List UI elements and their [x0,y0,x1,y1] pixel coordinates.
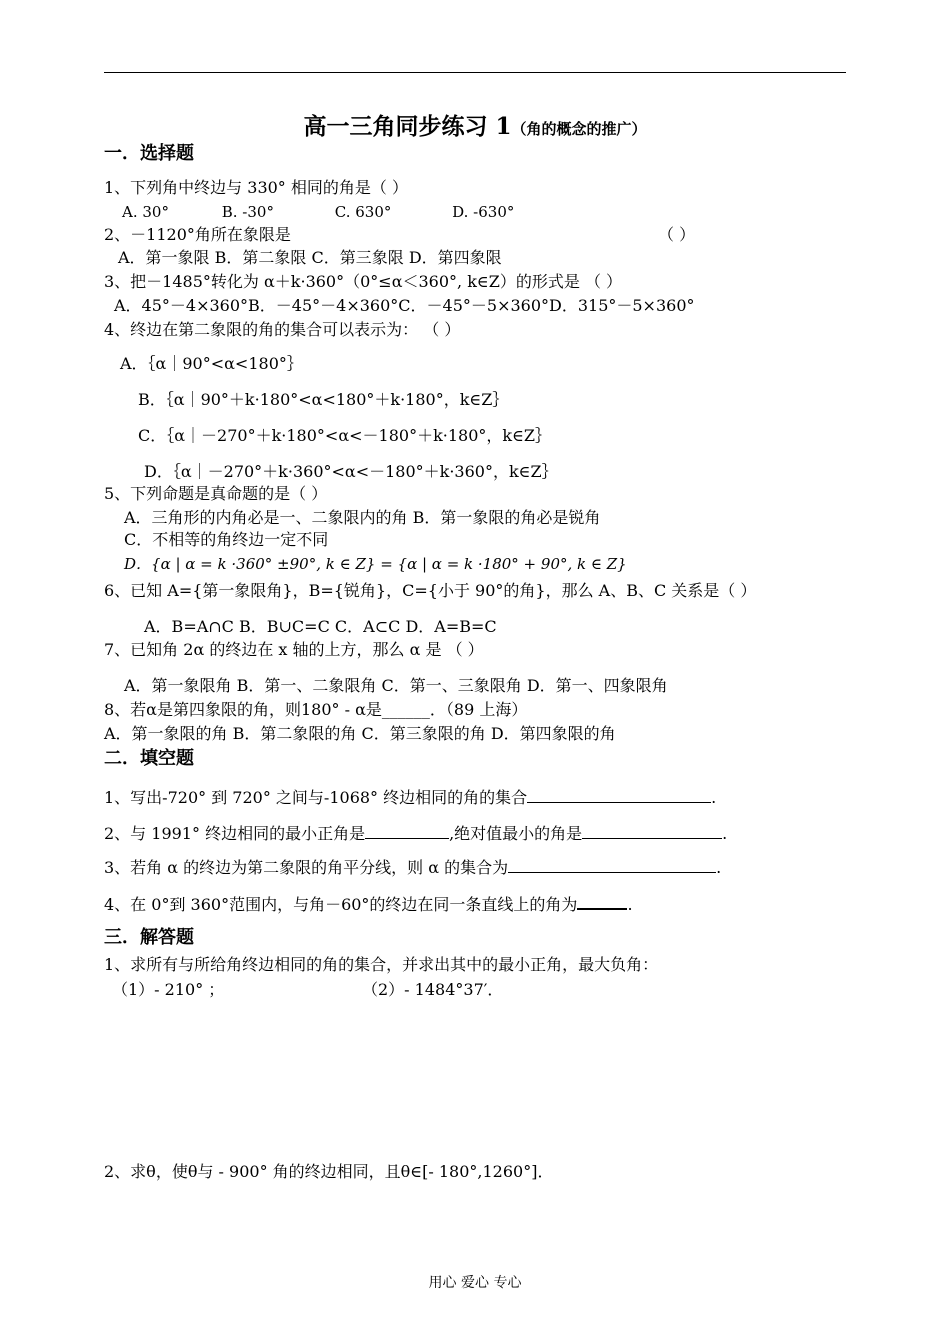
fill-1-answer-blank[interactable] [527,786,711,803]
fill-3-period: . [716,858,722,877]
q7-text: 7、已知角 2α 的终边在 x 轴的上方，那么 α 是 （ ） [104,640,484,659]
section-choice-heading: 一．选择题 [104,143,194,164]
q2-answer-paren: （ ） [658,225,696,244]
fill-3-answer-blank[interactable] [508,856,716,873]
q1-option-c: C. 630° [334,203,392,221]
q6-options: A．B=A∩C B．B∪C=C C．A⊂C D．A=B=C [144,617,497,636]
fill-3 [104,856,721,878]
q4-option-a: A．｛α｜90°<α<180°｝ [120,354,303,373]
q5-options-ab: A．三角形的内角必是一、二象限内的角 B．第一象限的角必是锐角 [124,508,601,527]
page-footer: 用心 爱心 专心 [428,1275,522,1291]
q5-option-d: D．{α | α = k ·360° ±90°, k ∈ Z} = {α | α = k ·180° + 90°, k ∈ Z} [124,555,627,573]
q4-option-b: B．｛α｜90°＋k·180°<α<180°＋k·180°，k∈Z｝ [138,390,509,409]
fill-2-text-b: ,绝对值最小的角是 [449,824,583,843]
q2-text: 2、－1120°角所在象限是 [104,225,291,244]
q1-option-a: A. 30° [122,203,169,221]
fill-4-text: 4、在 0°到 360°范围内，与角－60°的终边在同一条直线上的角为 [104,895,578,914]
q4-text: 4、终边在第二象限的角的集合可以表示为： （ ） [104,320,461,339]
fill-1 [104,786,716,808]
q1-options [122,202,514,222]
q6-text: 6、已知 A={第一象限角}，B={锐角}，C={小于 90°的角}，那么 A、B、C 关系是（ ） [104,581,757,600]
q2-options: A．第一象限 B．第二象限 C．第三象限 D．第四象限 [118,248,502,267]
fill-4 [104,892,633,915]
section-answer-heading: 三．解答题 [104,927,194,948]
answer-1-text: 1、求所有与所给角终边相同的角的集合，并求出其中的最小正角，最大负角： [104,955,659,974]
fill-2 [104,822,727,844]
fill-2-text-a: 2、与 1991° 终边相同的最小正角是 [104,824,366,843]
worksheet-title [0,108,950,141]
q3-text: 3、把－1485°转化为 α＋k·360°（0°≤α＜360°, k∈Z）的形式是 （ ） [104,272,623,291]
q4-option-d: D．｛α｜－270°＋k·360°<α<－180°＋k·360°，k∈Z｝ [144,462,558,481]
fill-2-answer-blank-b[interactable] [582,822,722,839]
fill-1-text: 1、写出-720° 到 720° 之间与-1068° 终边相同的角的集合 [104,788,528,807]
header-rule [104,72,846,73]
answer-2-text: 2、求θ，使θ与 - 900° 角的终边相同，且θ∈[- 180°,1260°]． [104,1162,554,1181]
section-fill-heading: 二．填空题 [104,748,194,769]
q5-option-c: C．不相等的角终边一定不同 [124,530,329,549]
q1-option-d: D. -630° [452,203,515,221]
q1-text: 1、下列角中终边与 330° 相同的角是（ ） [104,178,408,197]
q5-text: 5、下列命题是真命题的是（ ） [104,484,328,503]
q4-option-c: C．｛α｜－270°＋k·180°<α<－180°＋k·180°，k∈Z｝ [138,426,552,445]
q7-options: A．第一象限角 B．第一、二象限角 C．第一、三象限角 D．第一、四象限角 [124,676,668,695]
fill-3-text: 3、若角 α 的终边为第二象限的角平分线，则 α 的集合为 [104,858,509,877]
fill-4-answer-blank[interactable] [577,892,627,910]
title-sub: （角的概念的推广） [511,120,647,138]
title-main: 高一三角同步练习 1 [303,113,512,140]
fill-2-period: . [722,824,728,843]
q8-text: 8、若α是第四象限的角，则180° - α是______．（89 上海） [104,700,528,719]
fill-1-period: . [711,788,717,807]
answer-1-part-1: （1）- 210° ； [112,980,225,999]
fill-2-answer-blank-a[interactable] [365,822,449,839]
answer-1-part-2: （2）- 1484°37′． [362,980,504,999]
q1-option-b: B. -30° [221,203,274,221]
q8-options: A．第一象限的角 B．第二象限的角 C．第三象限的角 D．第四象限的角 [104,724,616,743]
q3-options: A．45°－4×360°B．－45°－4×360°C．－45°－5×360°D．315°－5×360° [114,296,695,315]
fill-4-period: . [627,895,633,914]
